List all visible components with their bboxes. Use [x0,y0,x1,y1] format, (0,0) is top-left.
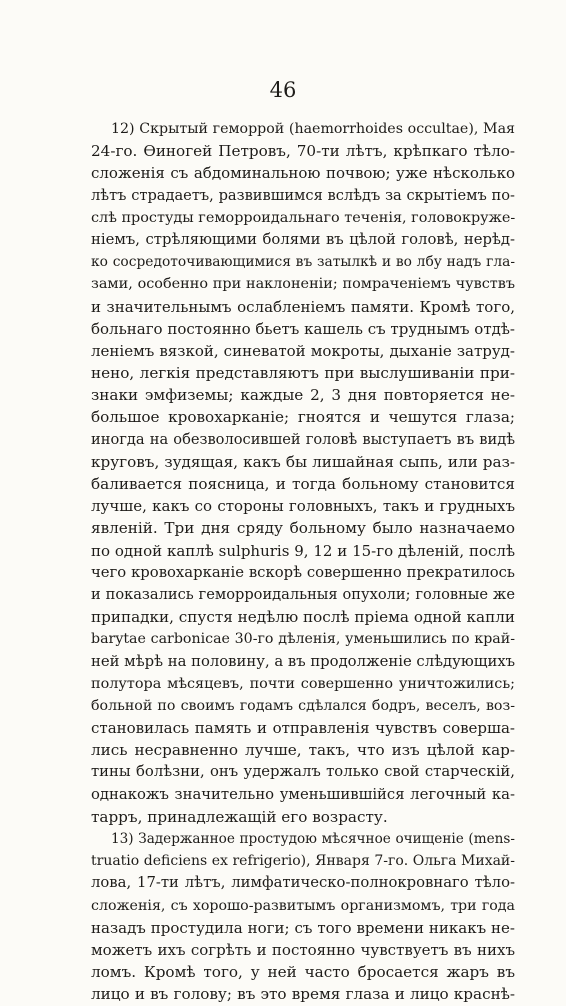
text-line: полутора мѣсяцевъ, почти совершенно уничтожились; [91,675,515,692]
text-line: 13) Задержанное простудою мѣсячное очищеніе (mens- [111,831,515,847]
text-line: и показались геморроидальныя опухоли; головные же [91,585,515,603]
text-line: лицо и въ голову; въ это время глаза и лицо краснѣ- [91,985,515,1004]
text-line: ко сосредоточивающимися въ затылкѣ и во лбу надъ гла- [91,254,515,271]
text-line: зами, особенно при наклоненіи; помраченіемъ чувствъ [91,276,515,293]
text-line: ніемъ, стрѣляющими болями въ цѣлой головѣ, нерѣд- [91,230,515,248]
text-line: лѣтъ страдаетъ, развившимся вслѣдъ за скрытіемъ по- [91,186,515,204]
text-line: чего кровохарканіе вскорѣ совершенно прекратилось [91,563,515,581]
text-line: слѣ простуды геморроидальнаго теченія, головокруже- [91,209,516,226]
text-line: знаки эмфиземы; каждые 2, 3 дня повторяется не- [91,386,515,405]
text-line: явленій. Три дня сряду больному было назначаемо [91,519,515,538]
text-line: нено, легкія представляютъ при выслушиваніи при- [91,364,515,383]
text-line: лучше, какъ со стороны головныхъ, такъ и грудныхъ [91,497,515,516]
text-line: сложенія съ абдоминальною почвою; уже нѣсколько [91,164,515,183]
body-text [91,118,515,1006]
text-line: тины болѣзни, онъ удержалъ только свой старческій, [91,763,515,781]
text-line: можетъ ихъ согрѣть и постоянно чувствуетъ въ нихъ [91,940,515,959]
text-line: назадъ простудила ноги; съ того времени никакъ не- [91,918,515,937]
text-line: barytae carbonicae 30-го дѣленія, уменьшились по край- [91,631,515,648]
text-line: припадки, спустя недѣлю послѣ пріема одной капли [91,608,515,627]
text-line: truatio deficiens ex refrigerio), Января 7-го. Ольга Михай- [91,853,515,870]
text-line: 12) Скрытый геморрой (haemorrhoides occultae), Мая [111,121,515,137]
text-line: ломъ. Кромѣ того, у ней часто бросается жаръ въ [91,963,515,982]
text-line: по одной каплѣ sulphuris 9, 12 и 15-го дѣленій, послѣ [91,541,515,560]
text-line: лись несравненно лучше, такъ, что изъ цѣлой кар- [91,741,515,760]
text-line: больнаго постоянно бьетъ кашель съ труднымъ отдѣ- [91,319,515,338]
text-line: большое кровохарканіе; гноятся и чешутся глаза; [91,408,515,427]
text-line: больной по своимъ годамъ сдѣлался бодръ, веселъ, воз- [91,697,515,714]
text-line: тарръ, принадлежащій его возрасту. [91,807,388,826]
text-line: леніемъ вязкой, синеватой мокроты, дыханіе затруд- [91,341,515,360]
text-line: ней мѣрѣ на половину, а въ продолженіе слѣдующихъ [91,652,516,670]
text-line: становилась память и отправленія чувствъ соверша- [91,719,515,738]
text-line: лова, 17-ти лѣтъ, лимфатическо-полнокровнаго тѣло- [91,874,515,892]
text-line: сложенія, съ хорошо-развитымъ организмомъ, три года [91,897,515,914]
text-line: круговъ, зудящая, какъ бы лишайная сыпь, или раз- [91,452,515,471]
text-line: и значительнымъ ослабленіемъ памяти. Кромѣ того, [91,297,515,316]
text-line: однакожъ значительно уменьшившійся легочный ка- [91,785,515,803]
text-line: 24-го. Ѳиногей Петровъ, 70-ти лѣтъ, крѣпкаго тѣло- [91,142,515,161]
text-line: иногда на обезволосившей головѣ выступаетъ въ видѣ [91,430,515,448]
page-number: 46 [269,78,297,102]
text-line: баливается поясница, и тогда больному становится [91,475,515,493]
